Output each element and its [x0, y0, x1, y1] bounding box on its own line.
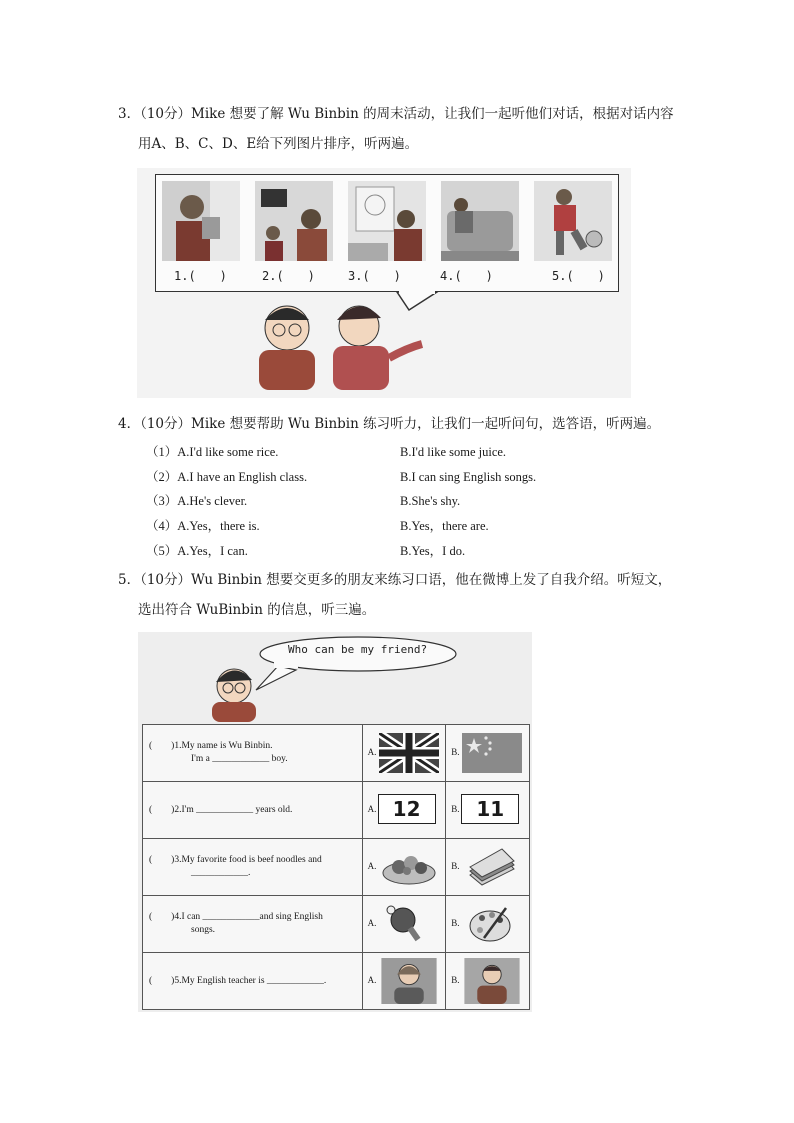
q3-label-4: 4.( ) [440, 269, 493, 283]
q5-row-3-option-b[interactable]: B. [446, 839, 530, 896]
q3-kids-illustration [137, 168, 631, 398]
q5-row-5-option-b[interactable]: B. [446, 953, 530, 1010]
paint-palette-icon [462, 904, 522, 944]
q5-info-table [142, 724, 530, 1010]
q3-label-1: 1.( ) [174, 269, 227, 283]
q5-picture [138, 632, 532, 1012]
q4-opt-1b: B.I'd like some juice. [400, 445, 507, 459]
table-row [143, 839, 530, 896]
q5-row-5-option-a[interactable]: A. [362, 953, 446, 1010]
q5-row-2-option-b[interactable]: B. 11 [446, 782, 530, 839]
q4-opt-3a: （3）A.He's clever. [146, 494, 248, 508]
q5-row-3-option-a[interactable]: A. [362, 839, 446, 896]
q3-picture [137, 168, 631, 398]
q5-row-4-question: ( )4.I can ____________and sing English songs. [143, 896, 363, 953]
table-row [143, 725, 530, 782]
q4-opt-4b: B.Yes，there are. [400, 519, 489, 533]
q4-opt-3b: B.She's shy. [400, 494, 461, 508]
q4-opt-2b: B.I can sing English songs. [400, 470, 537, 484]
q4-prompt: 4．（10分）Mike 想要帮助 Wu Binbin 练习听力，让我们一起听问句，选答语，听两遍。 [118, 416, 661, 432]
q5-row-2-question: ( )2.I'm ____________ years old. [143, 782, 363, 839]
q4-opt-5a: （5）A.Yes，I can. [146, 544, 248, 558]
female-teacher-icon [379, 958, 439, 1004]
table-row [143, 896, 530, 953]
number-12-card: 12 [378, 794, 436, 824]
q5-row-5-question: ( )5.My English teacher is ____________. [143, 953, 363, 1010]
q4-opt-1a: （1）A.I'd like some rice. [146, 445, 279, 459]
q3-label-3: 3.( ) [348, 269, 401, 283]
q4-opt-2a: （2）A.I have an English class. [146, 470, 308, 484]
q5-row-1-question: ( )1.My name is Wu Binbin. I'm a ____________ boy. [143, 725, 363, 782]
q5-row-2-option-a[interactable]: A. 12 [362, 782, 446, 839]
q3-label-2: 2.( ) [262, 269, 315, 283]
q3-prompt-line1: 3．（10分）Mike 想要了解 Wu Binbin 的周末活动，让我们一起听他们对话，根据对话内容 [118, 106, 674, 122]
q5-bubble-text: Who can be my friend? [288, 643, 428, 656]
q4-opt-4a: （4）A.Yes，there is. [146, 519, 260, 533]
q5-row-4-option-a[interactable]: A. [362, 896, 446, 953]
china-flag-icon [462, 733, 522, 773]
q3-prompt-line2: 用A、B、C、D、E给下列图片排序，听两遍。 [138, 136, 419, 152]
q5-prompt-line2: 选出符合 WuBinbin 的信息，听三遍。 [138, 602, 376, 618]
q5-prompt-line1: 5．（10分）Wu Binbin 想要交更多的朋友来练习口语，他在微博上发了自我介绍。听短文， [118, 572, 672, 588]
ping-pong-paddle-icon [379, 904, 439, 944]
q5-row-1-option-b[interactable]: B. [446, 725, 530, 782]
table-row [143, 782, 530, 839]
sandwich-icon [462, 847, 522, 887]
salad-bowl-icon [379, 847, 439, 887]
table-row [143, 953, 530, 1010]
q5-row-3-question: ( )3.My favorite food is beef noodles and ____________. [143, 839, 363, 896]
male-teacher-icon [462, 958, 522, 1004]
q4-opt-5b: B.Yes，I do. [400, 544, 466, 558]
number-11-card: 11 [461, 794, 519, 824]
uk-flag-icon [379, 733, 439, 773]
q5-row-4-option-b[interactable]: B. [446, 896, 530, 953]
q3-label-5: 5.( ) [552, 269, 605, 283]
q5-row-1-option-a[interactable]: A. [362, 725, 446, 782]
